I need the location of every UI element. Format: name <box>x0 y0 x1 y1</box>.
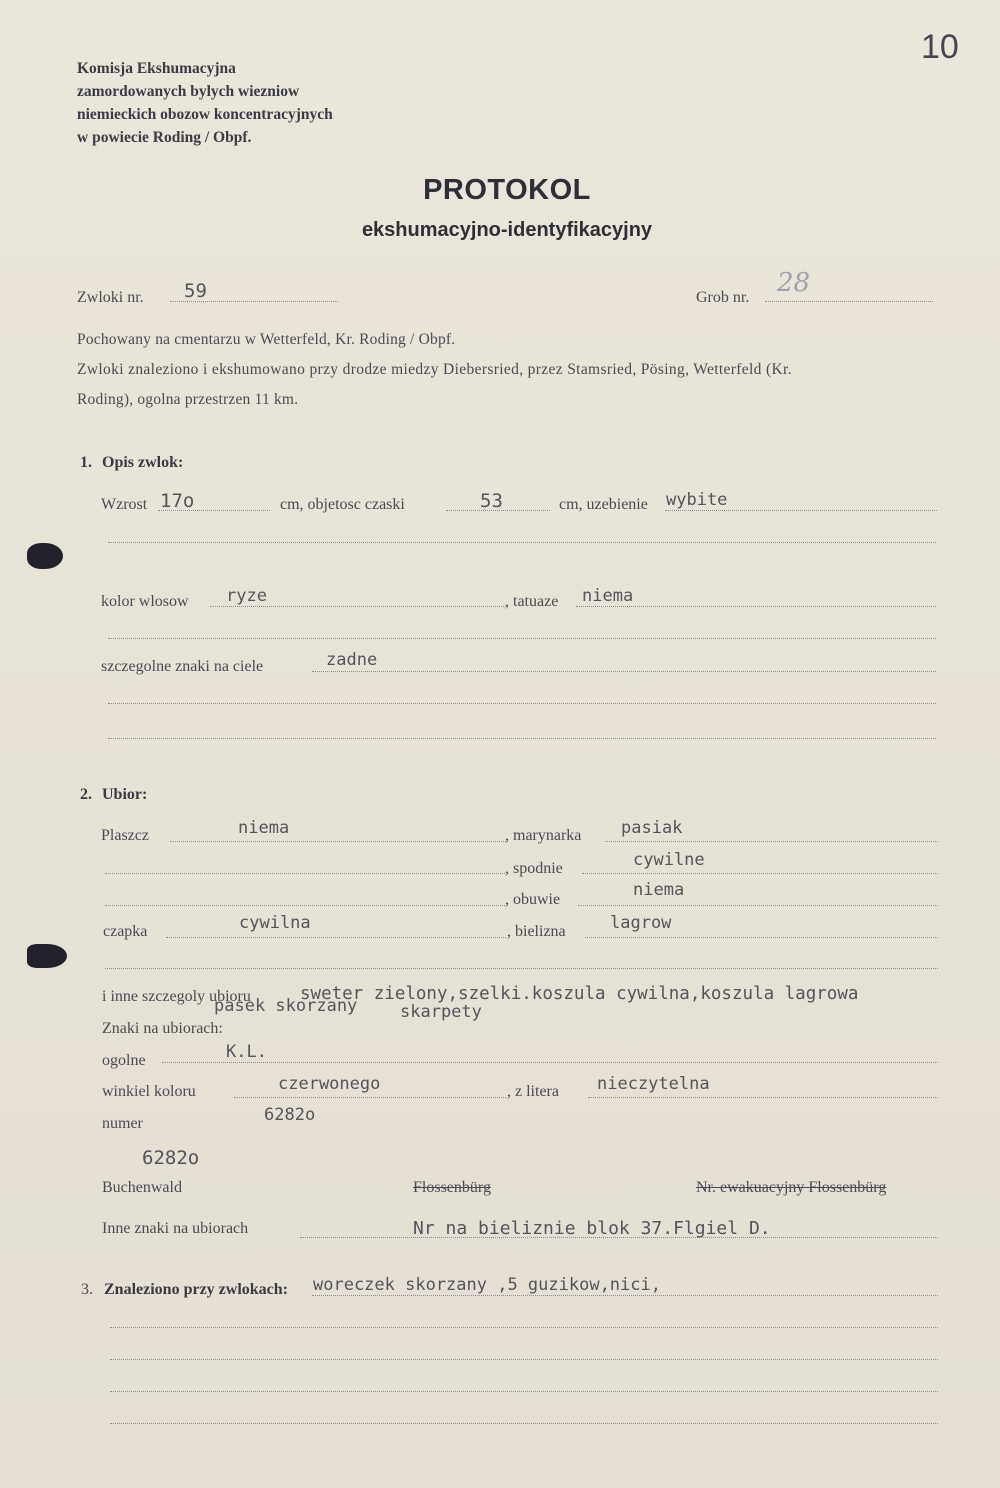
winkiel-label: winkiel koloru <box>102 1083 196 1100</box>
header-line: niemieckich obozow koncentracyjnych <box>77 106 333 123</box>
dotted-line <box>585 937 938 938</box>
czaski-value: 53 <box>480 490 503 512</box>
dotted-line <box>108 703 936 704</box>
punch-hole-mark <box>27 944 67 968</box>
winkiel-value: czerwonego <box>278 1074 381 1094</box>
dotted-line <box>605 841 938 842</box>
buchenwald-label: Buchenwald <box>102 1179 182 1196</box>
dotted-line <box>110 1423 938 1424</box>
obuwie-value: niema <box>633 880 685 900</box>
plaszcz-label: Plaszcz <box>101 827 149 844</box>
dotted-line <box>108 738 936 739</box>
marynarka-value: pasiak <box>621 818 683 838</box>
dotted-line <box>312 1295 938 1296</box>
dotted-line <box>576 606 936 607</box>
commission-header <box>77 57 333 149</box>
inne-znaki-label: Inne znaki na ubiorach <box>102 1220 249 1237</box>
dotted-line <box>108 638 936 639</box>
document-subtitle: ekshumacyjno-identyfikacyjny <box>361 219 653 241</box>
plaszcz-value: niema <box>238 818 290 838</box>
flossenburg-label: Flossenbürg <box>413 1179 491 1196</box>
nr-ewakuacyjny-label: Nr. ewakuacyjny Flossenbürg <box>696 1179 887 1196</box>
inne-szczegoly-value: sweter zielony,szelki.koszula cywilna,koszula lagrowa <box>300 984 859 1004</box>
inne-szczegoly-value: pasek skorzany <box>214 996 358 1016</box>
tatuaze-value: niema <box>582 586 634 606</box>
litera-value: nieczytelna <box>597 1074 710 1094</box>
zwloki-label: Zwloki nr. <box>77 289 144 306</box>
bielizna-label: , bielizna <box>507 923 566 940</box>
spodnie-value: cywilne <box>633 850 705 870</box>
ogolne-label: ogolne <box>102 1052 146 1069</box>
section-number: 3. <box>81 1281 93 1298</box>
found-location-line: Roding), ogolna przestrzen 11 km. <box>77 391 299 408</box>
grob-value-handwritten: 28 <box>777 268 811 298</box>
found-items-value: woreczek skorzany ,5 guzikow,nici, <box>313 1275 661 1295</box>
dotted-line <box>110 1391 938 1392</box>
section-heading: Opis zwlok: <box>102 454 184 471</box>
bielizna-value: lagrow <box>610 913 672 933</box>
marynarka-label: , marynarka <box>505 827 582 844</box>
dotted-line <box>110 1359 938 1360</box>
section-number: 2. <box>80 786 92 803</box>
buchenwald-number: 6282o <box>142 1147 200 1169</box>
dotted-line <box>110 1327 938 1328</box>
uzebienie-value: wybite <box>666 490 728 510</box>
found-location-line: Zwloki znaleziono i ekshumowano przy drodze miedzy Diebersried, przez Stamsried, Pösing, Wetterfeld (Kr. <box>77 361 792 378</box>
tatuaze-label: , tatuaze <box>505 593 559 610</box>
section-number: 1. <box>80 454 92 471</box>
inne-znaki-value: Nr na bieliznie blok 37.Flgiel D. <box>413 1218 771 1239</box>
numer-value: 6282o <box>264 1105 316 1125</box>
grob-label: Grob nr. <box>696 289 750 306</box>
znaki-ubior-label: Znaki na ubiorach: <box>102 1020 223 1037</box>
dotted-line <box>170 841 506 842</box>
znaki-value: zadne <box>326 650 378 670</box>
dotted-line <box>665 510 937 511</box>
spodnie-label: , spodnie <box>505 860 563 877</box>
header-line: w powiecie Roding / Obpf. <box>77 129 252 146</box>
czapka-label: czapka <box>103 923 148 940</box>
obuwie-label: , obuwie <box>505 891 561 908</box>
inne-szczegoly-label: i inne szczegoly ubioru <box>102 988 251 1005</box>
dotted-line <box>582 873 938 874</box>
uzebienie-label: cm, uzebienie <box>559 496 648 513</box>
punch-hole-mark <box>27 543 63 569</box>
document-title: PROTOKOL <box>423 174 591 206</box>
inne-szczegoly-value: skarpety <box>400 1002 482 1022</box>
znaki-label: szczegolne znaki na ciele <box>101 658 264 675</box>
dotted-line <box>162 1062 938 1063</box>
dotted-line <box>765 301 933 302</box>
dotted-line <box>105 905 505 906</box>
header-line: Komisja Ekshumacyjna <box>77 60 236 77</box>
dotted-line <box>234 1097 506 1098</box>
wlosow-value: ryze <box>226 586 267 606</box>
section-heading: Ubior: <box>102 786 148 803</box>
numer-label: numer <box>102 1115 143 1132</box>
dotted-line <box>210 606 506 607</box>
section-heading: Znaleziono przy zwlokach: <box>104 1281 288 1298</box>
wlosow-label: kolor wlosow <box>101 593 189 610</box>
zwloki-value: 59 <box>184 280 207 302</box>
ogolne-value: K.L. <box>226 1042 267 1062</box>
dotted-line <box>588 1097 938 1098</box>
dotted-line <box>105 873 505 874</box>
wzrost-label: Wzrost <box>101 496 148 513</box>
header-line: zamordowanych bylych wiezniow <box>77 83 300 100</box>
dotted-line <box>578 905 938 906</box>
czaski-label: cm, objetosc czaski <box>280 496 405 513</box>
dotted-line <box>312 671 936 672</box>
czapka-value: cywilna <box>239 913 311 933</box>
dotted-line <box>108 542 936 543</box>
burial-place-line: Pochowany na cmentarzu w Wetterfeld, Kr. Roding / Obpf. <box>77 331 456 348</box>
litera-label: , z litera <box>507 1083 559 1100</box>
dotted-line <box>166 937 506 938</box>
wzrost-value: 17o <box>160 490 195 512</box>
page-number: 10 <box>921 28 959 66</box>
dotted-line <box>105 968 938 969</box>
